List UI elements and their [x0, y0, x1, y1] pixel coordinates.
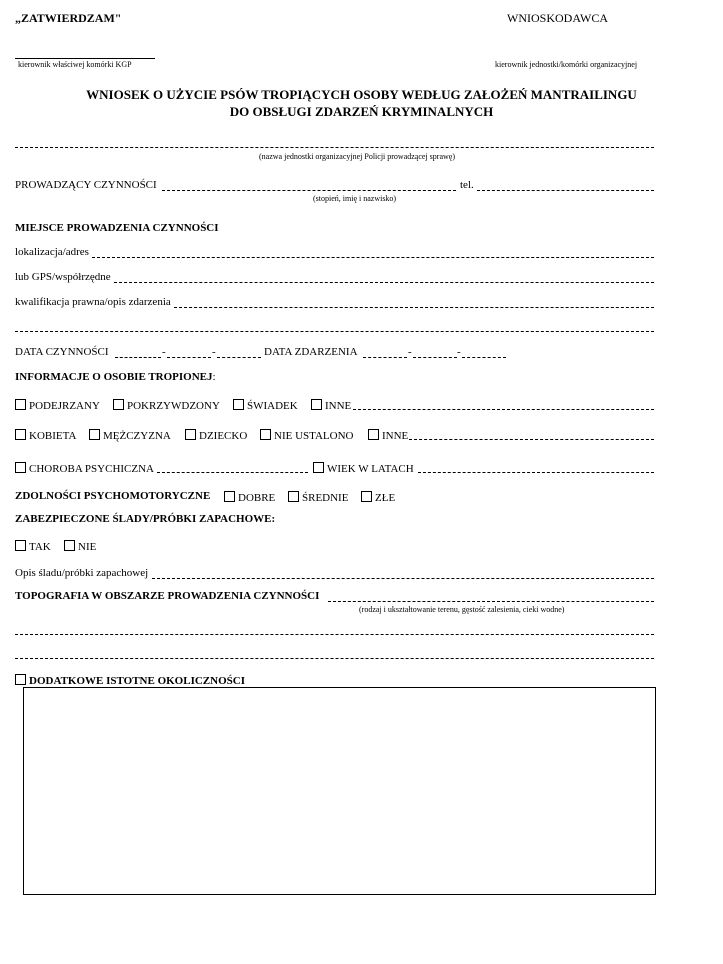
qualification-label: kwalifikacja prawna/opis zdarzenia [15, 296, 171, 308]
checkbox-other-sex[interactable] [368, 429, 379, 440]
option-child[interactable]: DZIECKO [185, 428, 247, 442]
option-woman[interactable]: KOBIETA [15, 428, 76, 442]
approver-caption: kierownik właściwej komórki KGP [18, 60, 132, 69]
checkbox-mental-illness[interactable] [15, 462, 26, 473]
topography-field-line3[interactable] [15, 658, 654, 659]
checkbox-no[interactable] [64, 540, 75, 551]
option-yes[interactable]: TAK [15, 539, 51, 553]
option-average[interactable]: ŚREDNIE [288, 490, 348, 504]
applicant-label: WNIOSKODAWCA [507, 11, 609, 25]
action-date-month[interactable] [167, 357, 211, 358]
qualification-field[interactable] [174, 307, 654, 308]
tel-field[interactable] [477, 190, 654, 191]
action-date-sep2: - [212, 346, 216, 358]
option-other-role[interactable]: INNE [311, 398, 351, 412]
checkbox-witness[interactable] [233, 399, 244, 410]
conductor-field[interactable] [162, 190, 456, 191]
option-mental-illness[interactable]: CHOROBA PSYCHICZNA [15, 461, 154, 475]
option-no[interactable]: NIE [64, 539, 96, 553]
trace-description-field[interactable] [152, 578, 654, 579]
topography-field-line2[interactable] [15, 634, 654, 635]
psychomotor-label: ZDOLNOŚCI PSYCHOMOTORYCZNE [15, 490, 211, 502]
event-date-month[interactable] [413, 357, 457, 358]
option-victim[interactable]: POKRZYWDZONY [113, 398, 220, 412]
tel-label: tel. [460, 179, 474, 191]
event-date-day[interactable] [363, 357, 407, 358]
option-additional[interactable]: DODATKOWE ISTOTNE OKOLICZNOŚCI [15, 673, 245, 687]
option-age[interactable]: WIEK W LATACH [313, 461, 414, 475]
approval-label: „ZATWIERDZAM" [15, 11, 122, 25]
checkbox-suspect[interactable] [15, 399, 26, 410]
traces-heading: ZABEZPIECZONE ŚLADY/PRÓBKI ZAPACHOWE: [15, 513, 276, 525]
option-good[interactable]: DOBRE [224, 490, 275, 504]
mental-illness-field[interactable] [157, 472, 308, 473]
option-man[interactable]: MĘŻCZYZNA [89, 428, 171, 442]
trace-description-label: Opis śladu/próbki zapachowej [15, 567, 149, 579]
checkbox-unknown[interactable] [260, 429, 271, 440]
option-bad[interactable]: ZŁE [361, 490, 395, 504]
applicant-caption: kierownik jednostki/komórki organizacyjnej [495, 60, 638, 69]
action-date-label: DATA CZYNNOŚCI [15, 346, 109, 358]
checkbox-other-role[interactable] [311, 399, 322, 410]
gps-label: lub GPS/współrzędne [15, 271, 111, 283]
checkbox-woman[interactable] [15, 429, 26, 440]
conductor-label: PROWADZĄCY CZYNNOŚCI [15, 179, 157, 191]
form-title-line2: DO OBSŁUGI ZDARZEŃ KRYMINALNYCH [229, 104, 494, 119]
form-title-line1: WNIOSEK O UŻYCIE PSÓW TROPIĄCYCH OSOBY WEDŁUG ZAŁOŻEŃ MANTRAILINGU [86, 87, 637, 102]
unit-name-field[interactable] [15, 147, 654, 148]
action-date-day[interactable] [115, 357, 161, 358]
checkbox-child[interactable] [185, 429, 196, 440]
event-date-sep1: - [408, 346, 412, 358]
checkbox-man[interactable] [89, 429, 100, 440]
checkbox-bad[interactable] [361, 491, 372, 502]
unit-name-caption: (nazwa jednostki organizacyjnej Policji prowadzącej sprawę) [259, 152, 455, 161]
event-date-label: DATA ZDARZENIA [264, 346, 358, 358]
checkbox-average[interactable] [288, 491, 299, 502]
action-date-year[interactable] [217, 357, 261, 358]
gps-field[interactable] [114, 282, 654, 283]
checkbox-good[interactable] [224, 491, 235, 502]
conductor-caption: (stopień, imię i nazwisko) [313, 194, 397, 203]
other-role-field[interactable] [353, 409, 654, 410]
checkbox-additional[interactable] [15, 674, 26, 685]
option-other-sex[interactable]: INNE [368, 428, 408, 442]
option-suspect[interactable]: PODEJRZANY [15, 398, 100, 412]
topography-label: TOPOGRAFIA W OBSZARZE PROWADZENIA CZYNNOŚCI [15, 590, 320, 602]
topography-caption: (rodzaj i ukształtowanie terenu, gęstość zalesienia, cieki wodne) [359, 605, 565, 614]
age-field[interactable] [418, 472, 654, 473]
other-sex-field[interactable] [409, 439, 654, 440]
checkbox-yes[interactable] [15, 540, 26, 551]
person-heading: INFORMACJE O OSOBIE TROPIONEJ: [15, 371, 216, 383]
option-unknown[interactable]: NIE USTALONO [260, 428, 353, 442]
approver-signature-line[interactable] [15, 58, 155, 59]
option-witness[interactable]: ŚWIADEK [233, 398, 298, 412]
event-date-year[interactable] [462, 357, 506, 358]
event-date-sep2: - [457, 346, 461, 358]
place-heading: MIEJSCE PROWADZENIA CZYNNOŚCI [15, 222, 219, 234]
location-field[interactable] [92, 257, 654, 258]
qualification-field-continued[interactable] [15, 331, 654, 332]
action-date-sep1: - [162, 346, 166, 358]
location-label: lokalizacja/adres [15, 246, 89, 258]
checkbox-victim[interactable] [113, 399, 124, 410]
additional-circumstances-box[interactable] [23, 687, 656, 895]
topography-field[interactable] [328, 601, 654, 602]
checkbox-age[interactable] [313, 462, 324, 473]
